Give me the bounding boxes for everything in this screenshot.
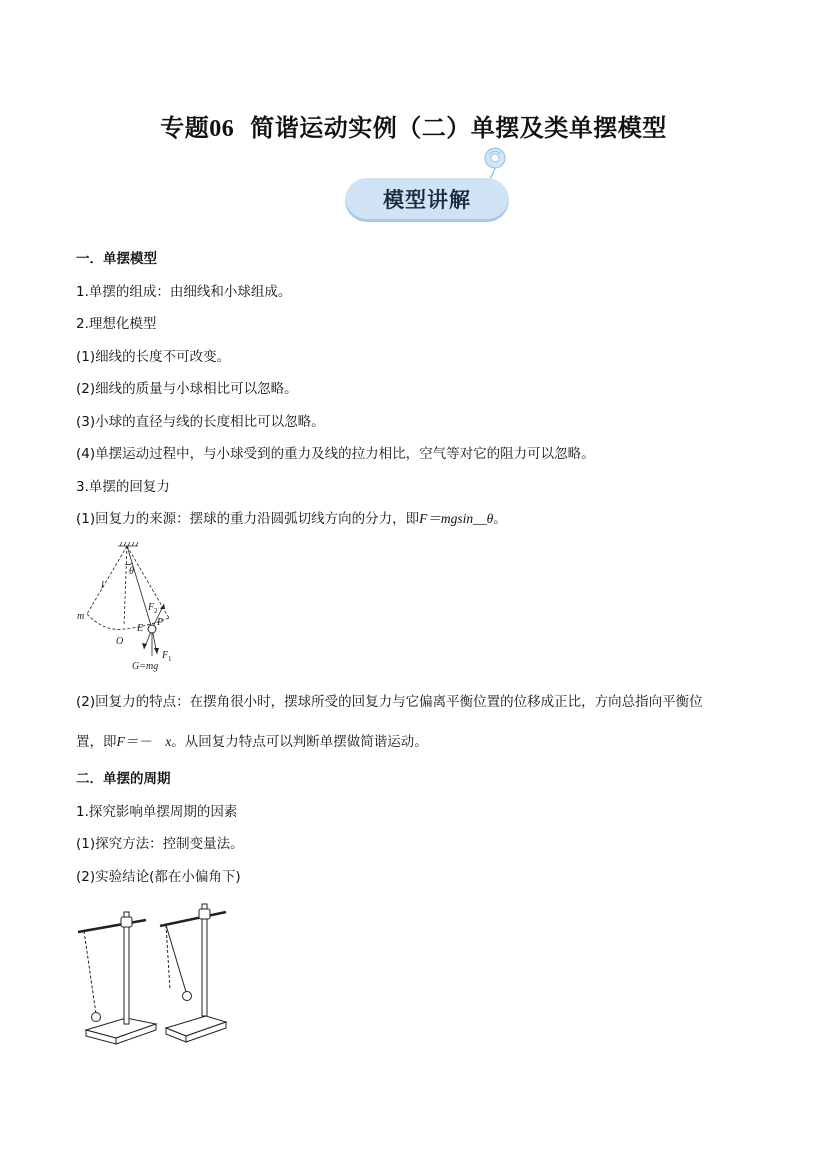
label-F1-sub: 1 [168, 655, 172, 663]
label-E: E [137, 623, 144, 634]
label-F2: F [148, 602, 155, 613]
label-O: O [116, 636, 124, 647]
paragraph [76, 730, 428, 750]
paragraph: (2)细线的质量与小球相比可以忽略。 [76, 381, 298, 397]
paragraph: (1)探究方法：控制变量法。 [76, 836, 244, 852]
paragraph: 1.探究影响单摆周期的因素 [76, 804, 238, 820]
label-theta: θ [129, 566, 134, 577]
label-F2-sub: 2 [154, 607, 158, 615]
paragraph: (4)单摆运动过程中，与小球受到的重力及线的拉力相比，空气等对它的阻力可以忽略。 [76, 446, 595, 462]
section-heading-1: 一．单摆模型 [76, 251, 157, 267]
formula: F＝mgsin__θ [419, 511, 494, 526]
flower-icon [480, 146, 510, 180]
pendulum-stand-figure [74, 900, 234, 1052]
badge-label: 模型讲解 [383, 188, 471, 212]
paragraph: (1)细线的长度不可改变。 [76, 349, 231, 365]
paragraph: (3)小球的直径与线的长度相比可以忽略。 [76, 414, 325, 430]
title-main: 简谐运动实例（二）单摆及类单摆模型 [250, 114, 667, 142]
title-number: 06 [209, 116, 235, 142]
text: 。从回复力特点可以判断单摆做简谐运动。 [171, 734, 428, 750]
label-l: l [101, 580, 104, 591]
badge-pill [345, 178, 509, 222]
pendulum-force-diagram [74, 538, 184, 674]
paragraph [76, 507, 507, 527]
text: 。 [493, 511, 507, 527]
label-P: P [157, 617, 164, 628]
label-F1: F [162, 650, 169, 661]
text: 置，即 [76, 734, 117, 750]
text: (1)回复力的来源：摆球的重力沿圆弧切线方向的分力，即 [76, 511, 420, 527]
paragraph: 2.理想化模型 [76, 316, 157, 332]
label-G: G=mg [132, 661, 159, 672]
page-title [0, 108, 827, 143]
section-badge [342, 146, 522, 230]
title-prefix: 专题 [160, 114, 210, 142]
section-heading-2: 二．单摆的周期 [76, 771, 171, 787]
paragraph: (2)实验结论(都在小偏角下) [76, 869, 241, 885]
paragraph: 3.单摆的回复力 [76, 479, 170, 495]
paragraph: 1.单摆的组成：由细线和小球组成。 [76, 284, 292, 300]
label-m: m [77, 611, 85, 622]
formula: F＝－ x [116, 734, 172, 749]
paragraph: (2)回复力的特点：在摆角很小时，摆球所受的回复力与它偏离平衡位置的位移成正比，方向总指向平衡位 [76, 694, 703, 710]
